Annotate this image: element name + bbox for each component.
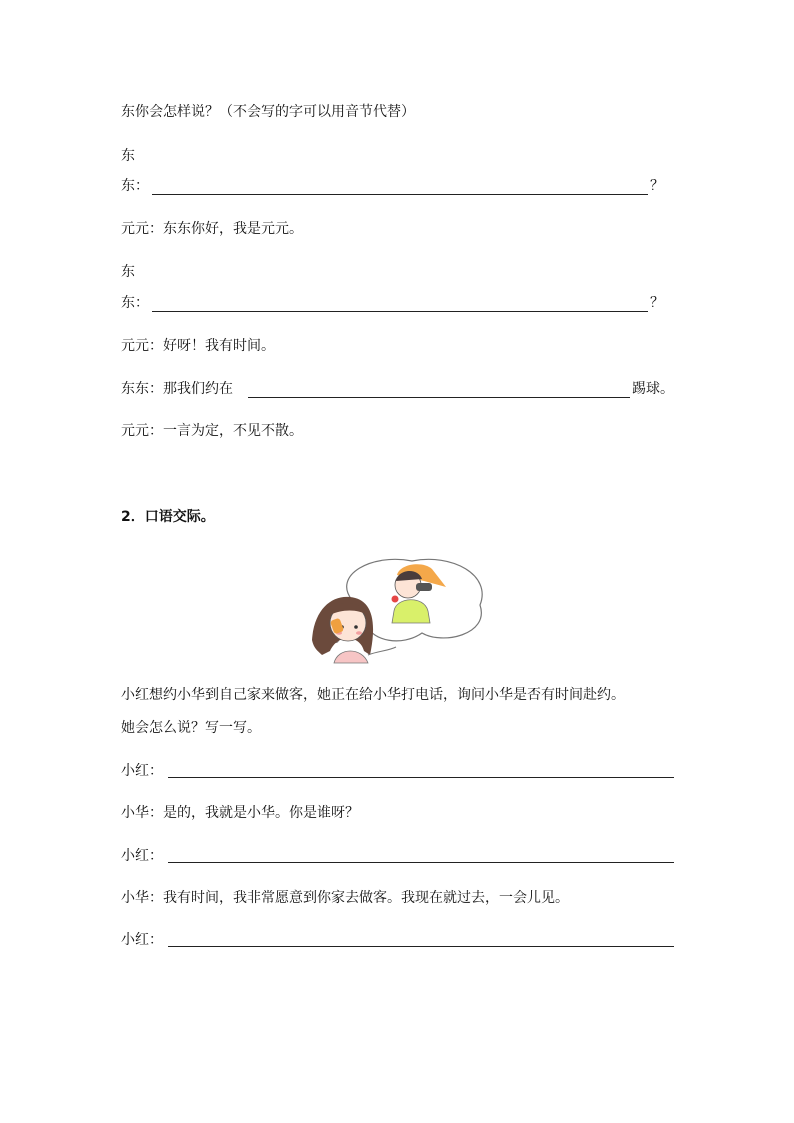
dialogue-line-yuanyuan-2: 元元：好呀！我有时间。 [121, 338, 275, 354]
speaker-line-1b: 东： [121, 178, 149, 194]
dialogue-line-dongdong-prefix: 东东：那我们约在 [121, 381, 233, 397]
dialogue-prompt: 东你会怎样说？（不会写的字可以用音节代替） [121, 104, 415, 120]
xiaohua-line-1: 小华：是的，我就是小华。你是谁呀？ [121, 805, 359, 821]
xiaohong-answer-blank-1[interactable] [168, 777, 674, 778]
xiaohua-line-2: 小华：我有时间，我非常愿意到你家去做客。我现在就过去，一会儿见。 [121, 890, 569, 906]
speaker-line-3a: 东 [121, 264, 135, 280]
answer-blank-2[interactable] [152, 311, 648, 312]
speaker-line-1a: 东 [121, 148, 135, 164]
section-heading: 2．口语交际。 [121, 509, 215, 525]
xiaohong-label-1: 小红： [121, 763, 163, 779]
answer-blank-3[interactable] [248, 397, 630, 398]
instruction-line-2: 她会怎么说？写一写。 [121, 720, 261, 736]
question-mark-2: ？ [650, 295, 664, 311]
xiaohong-label-2: 小红： [121, 848, 163, 864]
xiaohong-label-3: 小红： [121, 932, 163, 948]
xiaohong-answer-blank-2[interactable] [168, 862, 674, 863]
xiaohong-answer-blank-3[interactable] [168, 946, 674, 947]
dialogue-line-yuanyuan-1: 元元：东东你好，我是元元。 [121, 221, 303, 237]
answer-blank-1[interactable] [152, 194, 648, 195]
phone-call-illustration [312, 555, 492, 669]
speaker-line-3b: 东： [121, 295, 149, 311]
instruction-line-1: 小红想约小华到自己家来做客，她正在给小华打电话，询问小华是否有时间赴约。 [121, 687, 625, 703]
dialogue-line-dongdong-suffix: 踢球。 [632, 381, 674, 397]
dialogue-line-yuanyuan-3: 元元：一言为定，不见不散。 [121, 423, 303, 439]
question-mark-1: ？ [650, 178, 664, 194]
